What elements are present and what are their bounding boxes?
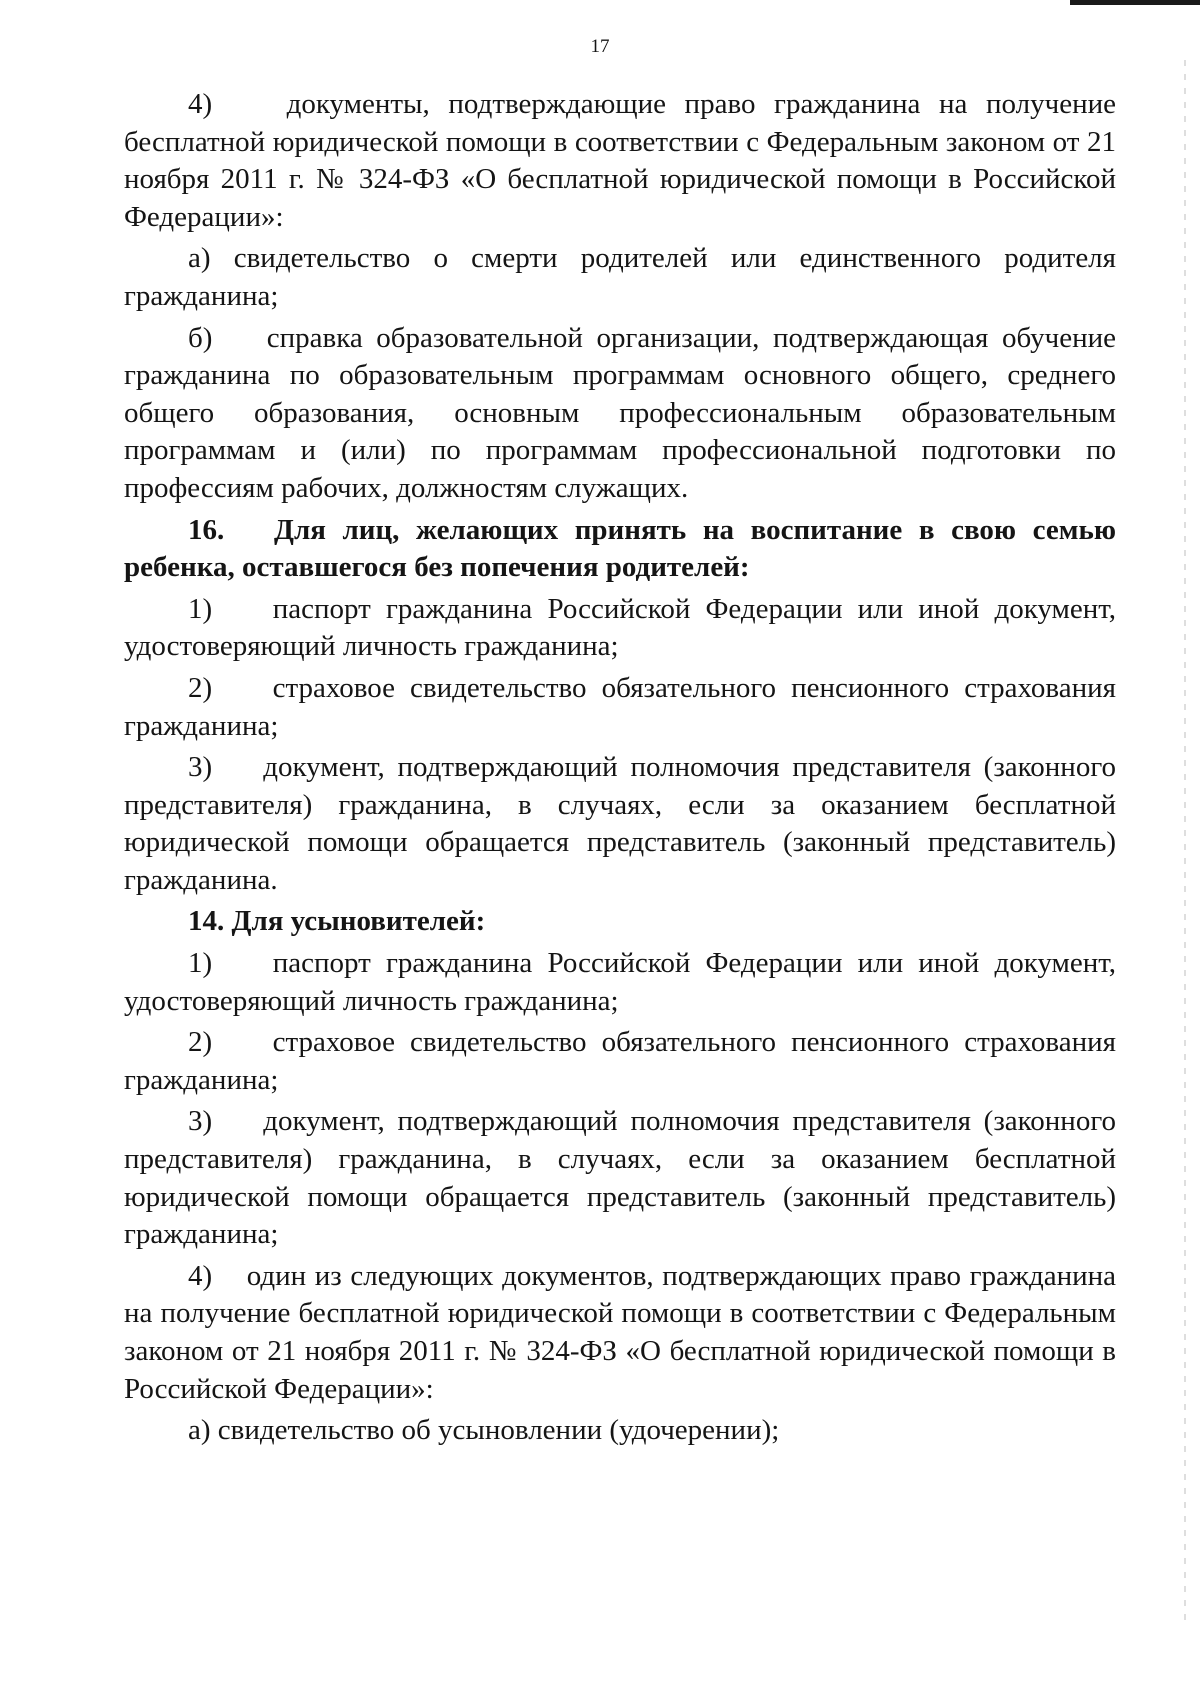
subitem-a-death-certificate: а) свидетельство о смерти родителей или единственного родителя гражданина; xyxy=(124,242,1116,312)
item-4-documents: 4) документы, подтверждающие право гражданина на получение бесплатной юридической помощи в соответствии с Федеральным законом от 21 ноября 2011 г. № 324-ФЗ «О бесплатной юридической помощи в Российской Федерации»: xyxy=(124,88,1116,233)
subitem-b-school-certificate: б) справка образовательной организации, подтверждающая обучение гражданина по образовательным программам основного общего, среднего общего образования, основным профессиональным образовательным программам и (или) по программам профессиональной подготовки по профессиям рабочих, должностям служащих. xyxy=(124,321,1116,504)
section-16-heading: 16. Для лиц, желающих принять на воспитание в свою семью ребенка, оставшегося без попечения родителей: xyxy=(124,513,1116,584)
item-2-insurance: 2) страховое свидетельство обязательного пенсионного страхования гражданина; xyxy=(124,671,1116,742)
item-2-insurance-adopters: 2) страховое свидетельство обязательного пенсионного страхования гражданина; xyxy=(124,1026,1116,1096)
subitem-a-adoption-certificate: а) свидетельство об усыновлении (удочерении); xyxy=(188,1414,780,1447)
page-number: 17 xyxy=(590,36,610,57)
document-body xyxy=(124,86,1116,1450)
item-3-representative-adopters: 3) документ, подтверждающий полномочия представителя (законного представителя) гражданина, в случаях, если за оказанием бесплатной юридической помощи обращается представитель (законный представитель) гражданина; xyxy=(124,1105,1116,1251)
item-1-passport-adopters: 1) паспорт гражданина Российской Федерации или иной документ, удостоверяющий личность гражданина; xyxy=(124,947,1116,1017)
section-14-heading: 14. Для усыновителей: xyxy=(188,905,486,938)
item-1-passport: 1) паспорт гражданина Российской Федерации или иной документ, удостоверяющий личность гражданина; xyxy=(124,592,1116,663)
scan-edge-shadow xyxy=(1184,60,1186,1620)
scan-edge-mark xyxy=(1070,0,1200,5)
item-3-representative: 3) документ, подтверждающий полномочия представителя (законного представителя) гражданина, в случаях, если за оказанием бесплатной юридической помощи обращается представитель (законный представитель) гражданина. xyxy=(124,751,1116,896)
item-4-documents-adopters: 4) один из следующих документов, подтверждающих право гражданина на получение бесплатной юридической помощи в соответствии с Федеральным законом от 21 ноября 2011 г. № 324-ФЗ «О бесплатной юридической помощи в Российской Федерации»: xyxy=(124,1259,1116,1405)
